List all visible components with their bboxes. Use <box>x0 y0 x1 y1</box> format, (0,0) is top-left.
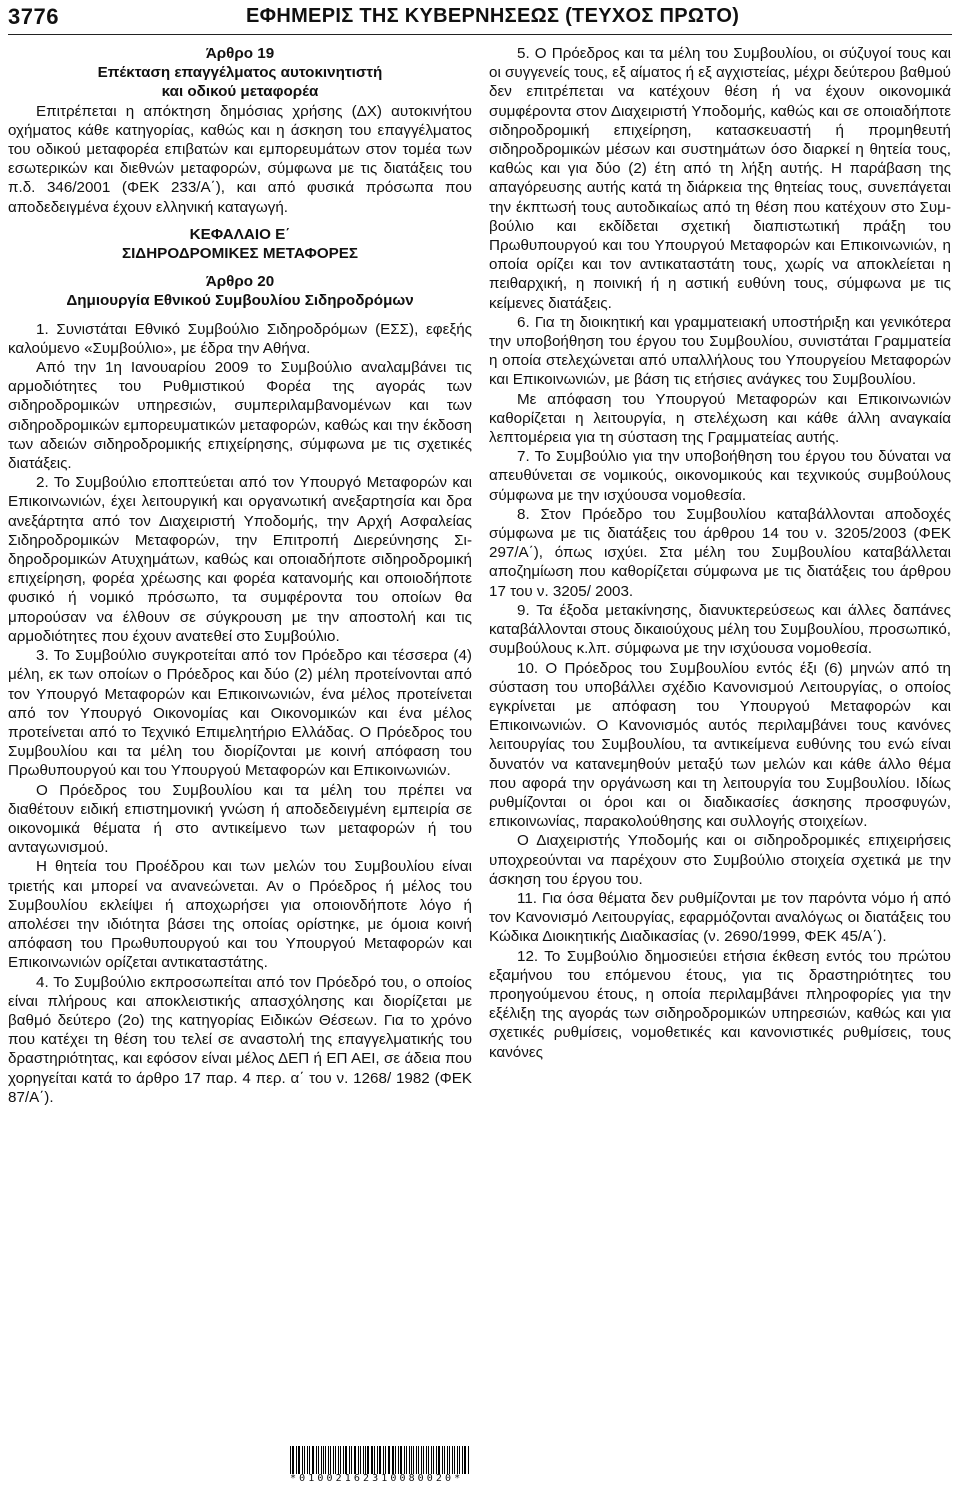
article-20-title: Δημιουργία Εθνικού Συμβουλίου Σιδηροδρόμων <box>66 292 414 310</box>
article-19-body: Επιτρέπεται η απόκτηση δημόσιας χρήσης (ΔΧ) αυτοκινήτου οχήματος κάθε κατηγορίας, καθώς και η άσκηση του επαγγέλματος του οδικού μεταφορέα επιβατών και εμπορευμάτων στον τομέα των εσωτερικών και διεθνών μεταφορών, σύμφωνα με τις διατάξεις του π.δ. 346/2001 (ΦΕΚ 233/Α΄), και από φυσικά πρόσωπα που αποδεδειγμένα έχουν ελληνική καταγωγή. <box>8 102 472 216</box>
paragraph: 3. Το Συμβούλιο συγκροτείται από τον Πρόεδρο και τέσσερα (4) μέλη, εκ των οποίων ο Πρόεδρος και δύο (2) μέλη προτείνονται από τον Υπουργό Μεταφορών και Επικοινωνιών, ένα μέλος προτείνεται από τον Υπουργό Οικονομίας και Οικονομικών και ένα μέλος προτείνεται από το Τεχνικό Επιμελητήριο Ελλάδας. Ο Πρόεδρος του Συμβουλίου και τα μέλη του διορίζονται με κοινή απόφαση του Πρωθυπουργού και του Υπουργού Μεταφορών και Επικοινωνιών. <box>8 647 472 780</box>
barcode-bar <box>371 1446 373 1474</box>
barcode-bar <box>423 1446 424 1474</box>
barcode-bar <box>416 1446 417 1474</box>
barcode-bar <box>444 1446 445 1474</box>
article-19-number: Άρθρο 19 <box>205 45 275 62</box>
barcode-bar <box>349 1446 350 1474</box>
barcode-bar <box>307 1446 308 1474</box>
page-number: 3776 <box>8 4 59 29</box>
paragraph: 12. Το Συμβούλιο δημοσιεύει ετήσια έκθεση εντός του πρώτου εξαμήνου του επόμενου έτους, για τις δραστηριότητες του προηγούμενου έτους, η οποία περιλαμβάνει πληροφορίες για την εξέλιξη της αγοράς των σιδηροδρομικών υπηρεσιών, καθώς και για σχετικές ρυθμίσεις, νομοθετικές και κανονιστικές ρυθμίσεις, τους κανόνες <box>489 947 951 1061</box>
barcode-bar <box>464 1446 466 1474</box>
barcode-bar <box>321 1446 322 1474</box>
paragraph: 7. Το Συμβούλιο για την υποβοήθηση του έργου του δύναται να απευθύνεται σε νομικούς, οικονομικούς και τεχνικούς συμβούλους σύμφωνα με την ισχύουσα νομοθεσία. <box>489 448 951 504</box>
barcode-bar <box>431 1446 432 1474</box>
paragraph: 10. Ο Πρόεδρος του Συμβουλίου εντός έξι (6) μηνών από τη σύσταση του υποβάλλει σχέδιο Κανονισμού Λειτουργίας, ο οποίος εγκρίνεται με απόφαση του Υπουργού Μεταφορών και Επικοινωνιών. Ο Κανονισμός αυτός περιλαμβάνει τους κανόνες λειτουργίας του Συμβουλίου, τα αντικείμενα ευθύνης του ενώ είναι δυνατόν να κατανεμηθούν μεταξύ των μελών και κάθε άλλο θέμα που αφορά την οργάνωση και τη λειτουργία του Συμβουλίου. Ιδίως ρυθμίζονται οι όροι και οι διαδικασίες άσκησης προσφυγών, επικοινωνίας, παρακολούθησης και συλλογής στοιχείων. <box>489 659 951 831</box>
barcode-bar <box>367 1446 369 1474</box>
barcode-number: *01002162310080020* <box>290 1473 464 1484</box>
barcode-bar <box>462 1446 463 1474</box>
paragraph: Ο Πρόεδρος του Συμβουλίου και τα μέλη του πρέπει να διαθέτουν ειδική επιστημονική γνώση ή αποδεδειγμένη εμπειρία σε οικονομικά θέματα ή στο αντικείμενο των μεταφορών ή του ανταγωνισμού. <box>8 781 472 857</box>
barcode-bar <box>360 1446 361 1474</box>
barcode-bars <box>290 1446 470 1474</box>
barcode-bar <box>312 1446 314 1474</box>
paragraph: 5. Ο Πρόεδρος και τα μέλη του Συμβουλίου, οι σύζυγοί τους και οι συγγενείς τους, εξ αίματος ή εξ αγχιστείας, μέχρι δεύτερου βαθμού δεν επιτρέπεται να κατέχουν θέση ή να έχουν οικονομικά συμφέροντα στον Διαχειριστή Υποδομής, καθώς και σε οποιαδήποτε σιδηροδρομική επιχείρηση, κατασκευαστή ή προμηθευτή σιδηροδρομικών μέσων και συστημάτων όσο διαρκεί η θητεία τους, καθώς και για δύο (2) έτη από τη λήξη αυτής. Η παράβαση της απαγόρευσης αυτής κατά τη διάρκεια της θητείας τους, συνεπάγεται την έκπτωσή τους αυτοδικαίως από τη θέση που κατέχουν στο Συμβούλιο και εκδίδεται σχετική διαπιστωτική πράξη του Πρωθυπουργού και του Υπουργού Μεταφορών και Επικοινωνιών, η οποία ορίζει και τον αντικαταστάτη τους, χωρίς να αποκλείεται η πειθαρχική, η ποινική ή η αστική ευθύνη τους, σύμφωνα με τις κείμενες διατάξεις. <box>489 45 951 312</box>
paragraph: 11. Για όσα θέματα δεν ρυθμίζονται με τον παρόντα νόμο ή από τον Κανονισμό Λειτουργίας, εφαρμόζονται αναλόγως οι διατάξεις του Κώδικα Διοικητικής Διαδικασίας (ν. 2690/1999, ΦΕΚ 45/Α΄). <box>489 889 951 946</box>
barcode-bar <box>436 1446 437 1474</box>
barcode-bar <box>318 1446 319 1474</box>
article-19-title-line1: Επέκταση επαγγέλματος αυτοκινητιστή <box>97 64 383 82</box>
barcode-bar <box>406 1446 407 1474</box>
barcode-bar <box>442 1446 443 1474</box>
barcode-bar <box>290 1446 291 1474</box>
paragraph: 8. Στον Πρόεδρο του Συμβουλίου καταβάλλονται αποδοχές σύμφωνα με τις διατάξεις του άρθρου 14 του ν. 3205/2003 (ΦΕΚ 297/Α΄), όπως ισχύει. Στα μέλη του Συμβουλίου καταβάλλεται αποζημίωση που καθορίζεται σύμφωνα με τις διατάξεις του άρθρου 17 του ν. 3205/ 2003. <box>489 505 951 600</box>
barcode-bar <box>358 1446 359 1474</box>
barcode-bar <box>411 1446 412 1474</box>
barcode-bar <box>400 1446 402 1474</box>
barcode-bar <box>316 1446 317 1474</box>
barcode-bar <box>392 1446 394 1474</box>
barcode-bar <box>340 1446 341 1474</box>
barcode-bar <box>438 1446 440 1474</box>
barcode-bar <box>452 1446 453 1474</box>
barcode-bar <box>345 1446 347 1474</box>
barcode-bar <box>379 1446 381 1474</box>
barcode-bar <box>421 1446 422 1474</box>
barcode-bar <box>325 1446 326 1474</box>
barcode-bar <box>433 1446 434 1474</box>
paragraph: 6. Για τη διοικητική και γραμματειακή υποστήριξη και γενικότερα την υποβοήθηση του έργου του Συμβουλίου, συνιστάται Γραμματεία η οποία στελεχώνεται από υπαλλήλους του Υπουργείου Μεταφορών και Επικοινωνιών, με βάση τις ετήσιες ανάγκες του Συμβουλίου. <box>489 313 951 389</box>
right-column <box>489 44 951 1062</box>
barcode-bar <box>363 1446 364 1474</box>
barcode-bar <box>457 1446 458 1474</box>
barcode-bar <box>328 1446 329 1474</box>
barcode-bar <box>323 1446 324 1474</box>
paragraph: 4. Το Συμβούλιο εκπροσωπείται από τον Πρόεδρό του, ο οποίος είναι πλήρους και αποκλειστικής απασχόλησης και διορίζεται με βαθμό δεύτερο (2ο) της κατηγορίας Ειδικών Θέσεων. Για το χρόνο που κατέχει τη θέση του τελεί σε αναστολή της επαγγελματικής του δραστηριότητας, και εφόσον είναι μέλος ΔΕΠ ή ΕΠ ΑΕΙ, σε άδεια που χορηγείται κατά το άρθρο 17 παρ. 4 περ. α΄ του ν. 1268/ 1982 (ΦΕΚ 87/Α΄). <box>8 973 472 1106</box>
barcode-bar <box>418 1446 419 1474</box>
chapter-label: ΚΕΦΑΛΑΙΟ Ε΄ <box>189 225 291 243</box>
page-header <box>8 0 952 35</box>
barcode-bar <box>354 1446 356 1474</box>
barcode-bar <box>468 1446 469 1474</box>
barcode-bar <box>304 1446 305 1474</box>
barcode-bar <box>454 1446 455 1474</box>
paragraph: Ο Διαχειριστής Υποδομής και οι σιδηροδρομικές επιχειρήσεις υποχρεούνται να παρέχουν στο Συμβούλιο στοιχεία σχετικά με την άσκηση του έργου του. <box>489 832 951 888</box>
barcode-bar <box>374 1446 375 1474</box>
paragraph: Η θητεία του Προέδρου και των μελών του Συμβουλίου είναι τριετής και μπορεί να ανανεώνεται. Αν ο Πρόεδρος ή μέλος του Συμβουλίου εκλείψει ή αποχωρήσει για οποιονδήποτε λόγο ή απολέσει την ιδιότητα βάσει της οποίας ορίστηκε, με όμοια κοινή απόφαση του Πρωθυπουργού και του Υπουργού Μεταφορών και Επικοινωνιών ορίζεται αντικαταστάτης. <box>8 858 472 972</box>
barcode-bar <box>309 1446 310 1474</box>
gazette-title: ΕΦΗΜΕΡΙΣ ΤΗΣ ΚΥΒΕΡΝΗΣΕΩΣ (ΤΕΥΧΟΣ ΠΡΩΤΟ) <box>246 5 740 27</box>
barcode-bar <box>409 1446 410 1474</box>
barcode-bar <box>330 1446 331 1474</box>
barcode-bar <box>292 1446 294 1474</box>
barcode-bar <box>298 1446 300 1474</box>
barcode-bar <box>413 1446 414 1474</box>
barcode-bar <box>365 1446 366 1474</box>
barcode-bar <box>428 1446 429 1474</box>
barcode-bar <box>302 1446 303 1474</box>
barcode <box>290 1446 470 1486</box>
barcode-bar <box>338 1446 339 1474</box>
paragraph: Με απόφαση του Υπουργού Μεταφορών και Επικοινωνιών καθορίζεται η λειτουργία, η στελέχωση και κάθε άλλη αναγκαία λεπτομέρεια για τη σύσταση της Γραμματείας αυτής. <box>489 390 951 447</box>
left-column <box>8 44 472 1107</box>
paragraph: Από την 1η Ιανουαρίου 2009 το Συμβούλιο αναλαμβάνει τις αρμοδιότητες του Ρυθμιστικού Φορέα της αγοράς των σιδηροδρομικών υπηρεσιών, συμπεριλαμβανομένων και των σιδηροδρομικών εμπορευματικών μεταφορών, καθώς και την έκδοση των αδειών σιδηροδρομικής επιχείρησης, σύμφωνα με τις σχετικές διατάξεις. <box>8 359 472 473</box>
paragraph: 9. Τα έξοδα μετακίνησης, διανυκτερεύσεως και άλλες δαπάνες καταβάλλονται στους δικαιούχους μέλη του Συμβουλίου, προσωπικό, συμβούλους κ.λπ. σύμφωνα με την ισχύουσα νομοθεσία. <box>489 601 952 658</box>
barcode-bar <box>398 1446 399 1474</box>
barcode-bar <box>395 1446 396 1474</box>
barcode-bar <box>335 1446 336 1474</box>
article-20-number: Άρθρο 20 <box>205 273 275 291</box>
barcode-bar <box>449 1446 450 1474</box>
barcode-bar <box>296 1446 297 1474</box>
barcode-bar <box>388 1446 390 1474</box>
barcode-bar <box>447 1446 448 1474</box>
barcode-bar <box>426 1446 427 1474</box>
barcode-bar <box>385 1446 386 1474</box>
barcode-bar <box>459 1446 460 1474</box>
barcode-bar <box>343 1446 344 1474</box>
paragraph: 2. Το Συμβούλιο εποπτεύεται από τον Υπουργό Μεταφορών και Επικοινωνιών, έχει λειτουργική και οργανωτική ανεξαρτησία και δρα ανεξάρτητα από τον Διαχειριστή Υποδομής, την Αρχή Ασφαλείας Σιδηροδρομικών Μεταφορών, την Επιτροπή Διερεύνησης Σιδηροδρομικών Ατυχημάτων, καθώς και οποιαδήποτε σιδηροδρομική επιχείρηση, φορέα χρέωσης και φορέα κατανομής και οποιοδήποτε φυσικό ή νομικό πρόσωπο, τα συμφέροντα του οποίων θα μπορούσαν να έλθουν σε σύγκρουση με την αποστολή και τις αρμοδιότητες που έχουν ανατεθεί στο Συμβούλιο. <box>8 474 472 645</box>
paragraph: 1. Συνιστάται Εθνικό Συμβούλιο Σιδηροδρόμων (ΕΣΣ), εφεξής καλούμενο «Συμβούλιο», με έδρα την Αθήνα. <box>8 320 472 357</box>
barcode-bar <box>383 1446 384 1474</box>
barcode-bar <box>351 1446 352 1474</box>
chapter-title: ΣΙΔΗΡΟΔΡΟΜΙΚΕΣ ΜΕΤΑΦΟΡΕΣ <box>121 245 359 263</box>
barcode-bar <box>333 1446 334 1474</box>
barcode-bar <box>404 1446 405 1474</box>
barcode-bar <box>377 1446 378 1474</box>
article-19-title-line2: και οδικού μεταφορέα <box>161 83 319 101</box>
